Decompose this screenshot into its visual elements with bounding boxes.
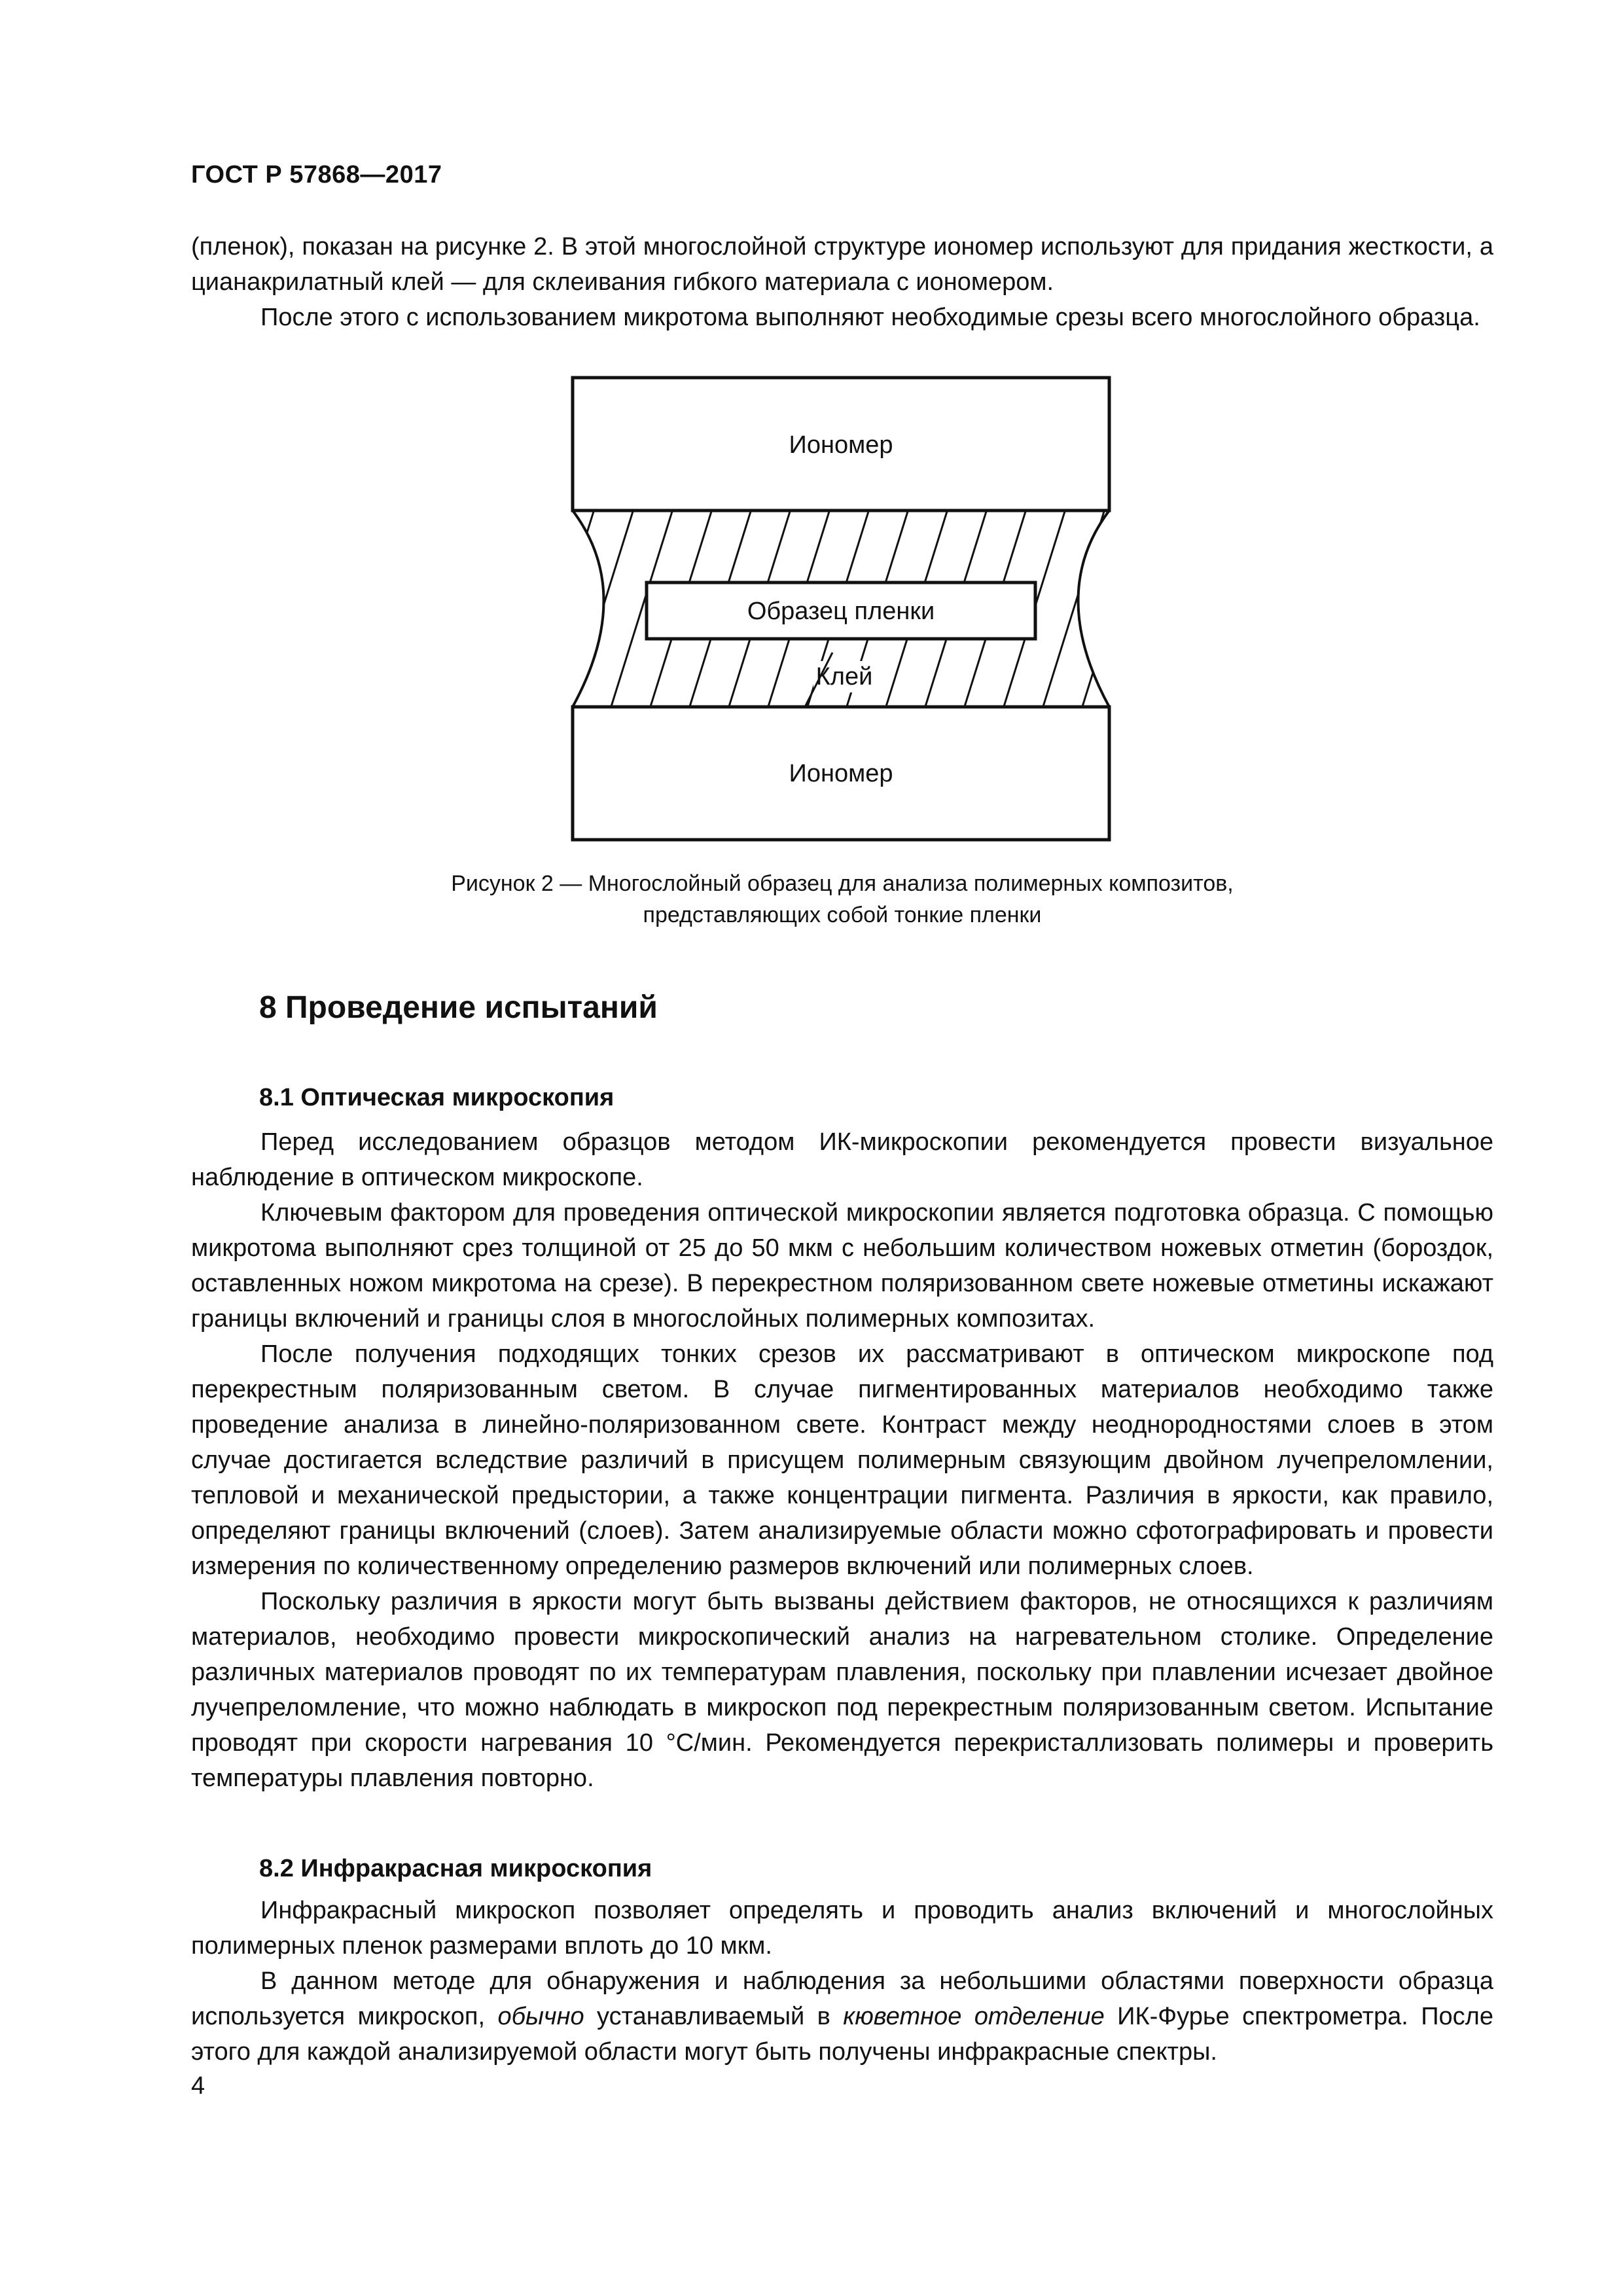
- glue-right-edge: [1079, 511, 1110, 707]
- film-sample-label: Образец пленки: [747, 598, 935, 625]
- top-ionomer-label: Иономер: [789, 431, 893, 459]
- section-8-2-paragraph-1: Инфракрасный микроскоп позволяет определять и проводить анализ включений и многослойных полимерных пленок размерами вплоть до 10 мкм.: [191, 1897, 1493, 1960]
- intro-paragraph-2: После этого с использованием микротома выполняют необходимые срезы всего многослойного образца.: [260, 304, 1480, 331]
- subsection-8-2-text: [191, 1893, 1493, 2070]
- glue-label: Клей: [815, 663, 873, 691]
- multilayer-sample-diagram: [569, 374, 1113, 843]
- glue-left-edge: [573, 511, 604, 707]
- section-8-1-paragraph-4: Поскольку различия в яркости могут быть вызваны действием факторов, не относящихся к различиям материалов, необходимо провести микроскопический анализ на нагревательном столике. Определение различных материалов проводят по их температурам плавления, поскольку при плавлении исчезает двойное лучепреломление, что можно наблюдать в микроскоп под перекрестным поляризованным светом. Испытание проводят при скорости нагревания 10 °С/мин. Рекомендуется перекристаллизовать полимеры и проверить температуры плавления повторно.: [191, 1588, 1493, 1792]
- caption-line-2: представляющих собой тонкие пленки: [643, 903, 1042, 927]
- section-8-2-paragraph-2: [191, 1964, 1493, 2070]
- intro-text: [191, 229, 1493, 335]
- section-8-2-p2-middle: устанавливаемый в: [584, 2003, 844, 2030]
- section-8-1-paragraph-1: Перед исследованием образцов методом ИК-микроскопии рекомендуется провести визуальное наблюдение в оптическом микроскопе.: [191, 1128, 1493, 1191]
- figure-2-diagram: [569, 374, 1113, 843]
- section-8-1-paragraph-3: После получения подходящих тонких срезов их рассматривают в оптическом микроскопе под перекрестным поляризованным светом. В случае пигментированных материалов необходимо также проведение анализа в линейно-поляризованном свете. Контраст между неоднородностями слоев в этом случае достигается вследствие различий в присущем полимерным связующим двойном лучепреломлении, тепловой и механической предыстории, а также концентрации пигмента. Различия в яркости, как правило, определяют границы включений (слоев). Затем анализируемые области можно сфотографировать и провести измерения по количественному определению размеров включений или полимерных слоев.: [191, 1340, 1493, 1580]
- subsection-8-1-text: [191, 1124, 1493, 1796]
- section-8-2-p2-end: ИК-Фурье спектрометра. После этого для каждой анализируемой области могут быть получены инфракрасные спектры.: [191, 2003, 1493, 2066]
- intro-paragraph-1: (пленок), показан на рисунке 2. В этой многослойной структуре иономер используют для придания жесткости, а цианакрилатный клей — для склеивания гибкого материала с иономером.: [191, 233, 1493, 296]
- caption-line-1: Рисунок 2 — Многослойный образец для анализа полимерных композитов,: [451, 871, 1234, 896]
- section-8-2-p2-start: В данном методе для обнаружения и наблюдения за небольшими областями поверхности образца используется микроскоп,: [191, 1967, 1493, 2030]
- bottom-ionomer-label: Иономер: [789, 760, 893, 787]
- figure-caption: [191, 868, 1493, 931]
- subsection-8-1-heading: 8.1 Оптическая микроскопия: [259, 1084, 615, 1111]
- subsection-8-2-heading: 8.2 Инфракрасная микроскопия: [259, 1855, 652, 1882]
- section-8-2-p2-emphasis-2: кюветное отделение: [843, 2003, 1105, 2030]
- page-number: 4: [191, 2072, 205, 2100]
- standard-code-header: ГОСТ Р 57868—2017: [191, 161, 442, 188]
- section-8-1-paragraph-2: Ключевым фактором для проведения оптической микроскопии является подготовка образца. С помощью микротома выполняют срез толщиной от 25 до 50 мкм с небольшим количеством ножевых отметин (бороздок, оставленных ножом микротома на срезе). В перекрестном поляризованном свете ножевые отметины искажают границы включений и границы слоя в многослойных полимерных композитах.: [191, 1199, 1493, 1333]
- section-8-2-p2-emphasis-1: обычно: [497, 2003, 584, 2030]
- section-8-heading: 8 Проведение испытаний: [259, 990, 658, 1025]
